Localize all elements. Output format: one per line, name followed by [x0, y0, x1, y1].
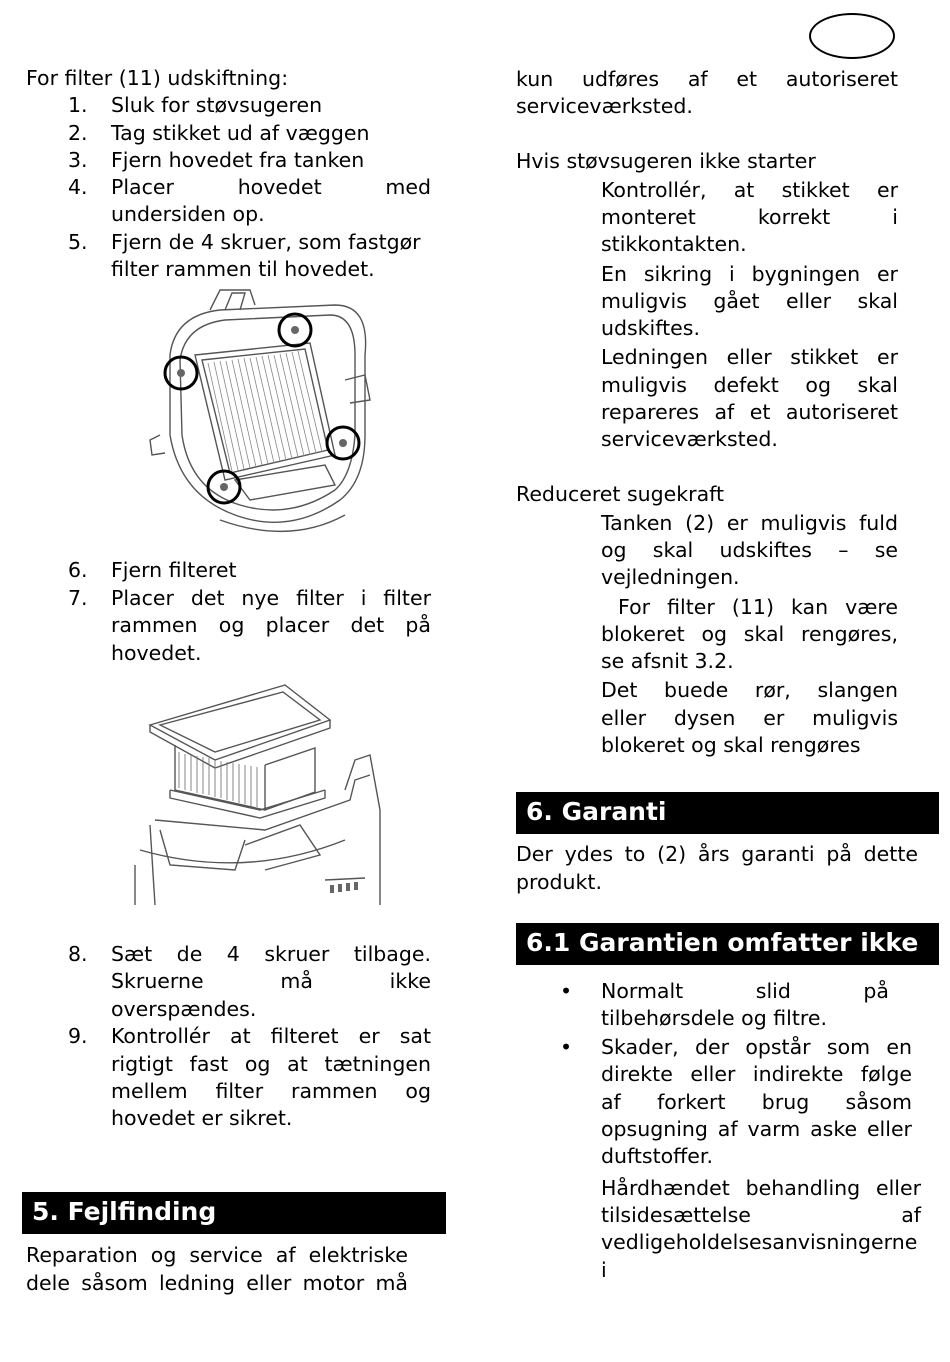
exclusion-text: opsugning af varm aske eller	[601, 1117, 912, 1141]
trouble-item-text: og skal udskiftes – se	[601, 538, 898, 562]
trouble-item-text: Kontrollér, at stikket er	[601, 178, 898, 202]
trouble-item-text: For filter (11) kan være	[601, 595, 898, 619]
step-number: 7.	[68, 586, 88, 610]
language-badge-oval	[809, 13, 895, 59]
trouble-item-text: se afsnit 3.2.	[601, 649, 734, 673]
trouble-item-text: Tanken (2) er muligvis fuld	[601, 511, 898, 535]
trouble-item-text: monteret korrekt i	[601, 205, 898, 229]
bullet-point: •	[560, 979, 573, 1003]
section-text: produkt.	[516, 870, 602, 894]
step-number: 6.	[68, 558, 88, 582]
step-number: 4.	[68, 175, 88, 199]
step-number: 8.	[68, 942, 88, 966]
step-text: overspændes.	[111, 997, 257, 1021]
step-text: Skruerne må ikke	[111, 969, 431, 993]
bullet-point: •	[560, 1035, 573, 1059]
filter-replacement-intro: For filter (11) udskiftning:	[26, 66, 289, 90]
exclusion-text: vedligeholdelsesanvisningerne	[601, 1230, 918, 1254]
section-text: Reparation og service af elektriske	[26, 1243, 408, 1267]
exclusion-text: duftstoffer.	[601, 1144, 713, 1168]
step-text: rigtigt fast og at tætningen	[111, 1052, 431, 1076]
exclusion-text: i	[601, 1258, 607, 1282]
step-text: rammen og placer det på	[111, 613, 431, 637]
step-text: Sluk for støvsugeren	[111, 93, 323, 117]
trouble-item-text: muligvis defekt og skal	[601, 373, 898, 397]
step-text: Fjern de 4 skruer, som fastgør	[111, 230, 421, 254]
trouble-item-text: repareres af et autoriseret	[601, 400, 898, 424]
exclusion-text: Hårdhændet behandling eller	[601, 1176, 921, 1200]
step-number: 9.	[68, 1024, 88, 1048]
trouble-item-text: serviceværksted.	[601, 427, 778, 451]
step-number: 2.	[68, 121, 88, 145]
trouble-item-text: eller dysen er muligvis	[601, 706, 898, 730]
trouble-item-text: udskiftes.	[601, 316, 700, 340]
exclusion-text: Normalt slid på	[601, 979, 889, 1003]
step-text: Kontrollér at filteret er sat	[111, 1024, 431, 1048]
exclusion-text: Skader, der opstår som en	[601, 1035, 912, 1059]
step-text: undersiden op.	[111, 202, 265, 226]
exclusion-text: tilsidesættelse af	[601, 1203, 921, 1227]
section-text: serviceværksted.	[516, 94, 693, 118]
exclusion-text: direkte eller indirekte følge	[601, 1062, 912, 1086]
step-text: Tag stikket ud af væggen	[111, 121, 370, 145]
section-heading-troubleshooting: 5. Fejlfinding	[22, 1192, 446, 1234]
step-text: hovedet.	[111, 641, 202, 665]
step-text: hovedet er sikret.	[111, 1106, 293, 1130]
section-heading-warranty-exclusions: 6.1 Garantien omfatter ikke	[516, 923, 939, 965]
subheading-reduced-suction: Reduceret sugekraft	[516, 482, 725, 506]
step-text: Placer det nye filter i filter	[111, 586, 431, 610]
section-text: dele såsom ledning eller motor må	[26, 1271, 408, 1295]
trouble-item-text: stikkontakten.	[601, 232, 747, 256]
step-text: Sæt de 4 skruer tilbage.	[111, 942, 431, 966]
step-text: mellem filter rammen og	[111, 1079, 431, 1103]
trouble-item-text: vejledningen.	[601, 565, 740, 589]
section-heading-warranty: 6. Garanti	[516, 792, 939, 834]
step-number: 1.	[68, 93, 88, 117]
step-text: filter rammen til hovedet.	[111, 257, 375, 281]
step-text: Placer hovedet med	[111, 175, 431, 199]
trouble-item-text: muligvis gået eller skal	[601, 289, 898, 313]
trouble-item-text: blokeret og skal rengøres	[601, 733, 861, 757]
trouble-item-text: Ledningen eller stikket er	[601, 345, 898, 369]
filter-insertion-illustration	[95, 680, 435, 905]
exclusion-text: tilbehørsdele og filtre.	[601, 1006, 827, 1030]
trouble-item-text: En sikring i bygningen er	[601, 262, 898, 286]
step-number: 3.	[68, 148, 88, 172]
step-number: 5.	[68, 230, 88, 254]
subheading-no-start: Hvis støvsugeren ikke starter	[516, 149, 816, 173]
step-text: Fjern hovedet fra tanken	[111, 148, 365, 172]
step-text: Fjern filteret	[111, 558, 237, 582]
section-text: kun udføres af et autoriseret	[516, 67, 898, 91]
trouble-item-text: Det buede rør, slangen	[601, 678, 898, 702]
exclusion-text: af forkert brug såsom	[601, 1090, 912, 1114]
section-text: Der ydes to (2) års garanti på dette	[516, 842, 918, 866]
trouble-item-text: blokeret og skal rengøres,	[601, 622, 898, 646]
head-underside-screws-illustration	[140, 285, 410, 560]
